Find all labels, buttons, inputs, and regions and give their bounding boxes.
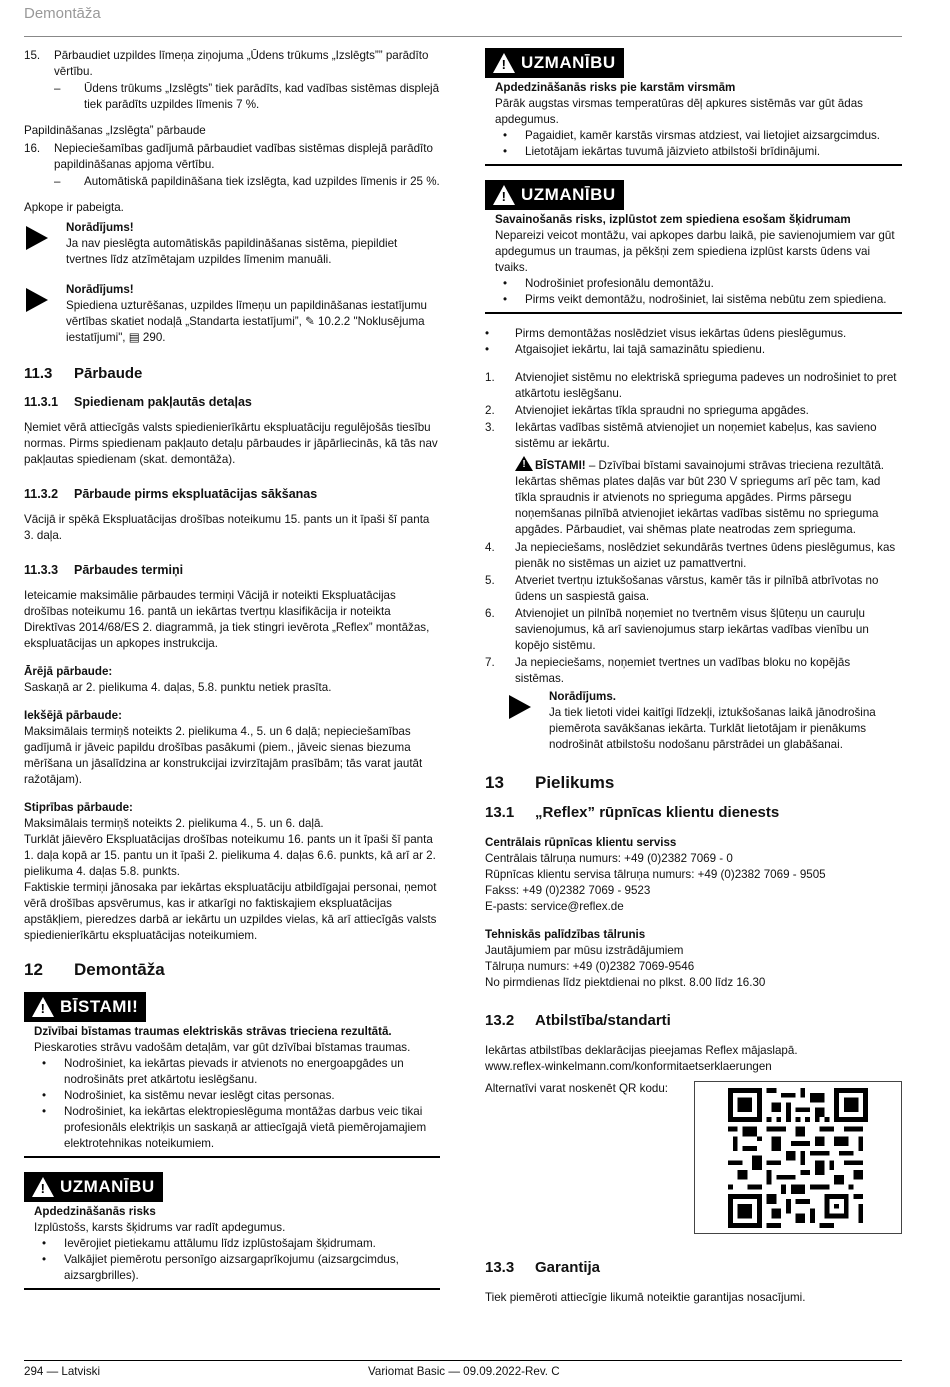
step-5: 5. Atveriet tvertņu iztukšošanas vārstus, kamēr tās ir pilnībā atbrīvotas no ūdens un saspiestā gaisa.	[485, 574, 879, 603]
heading-11-3-3: 11.3.3 Pārbaudes termiņi	[24, 563, 184, 577]
qr-text: Alternatīvi varat noskenēt QR kodu:	[485, 1082, 669, 1095]
caution-label: ! UZMANĪBU	[485, 180, 624, 210]
heading-13-2: 13.2 Atbilstība/standarti	[485, 1012, 671, 1029]
caution-box: ! UZMANĪBU Apdedzināšanās risks Izplūstošs, karsts šķidrums var radīt apdegumus. • Ievērojiet pietiekamu attālumu līdz izplūstošajam šķidrumam. • Valkājiet piemērotu personīgo aizsargaprīkojumu (aizsargcimdus, aizsargbrilles).	[24, 1172, 440, 1290]
para-11-3-1: Ņemiet vērā attiecīgās valsts spiedienierīkārtu ekspluatāciju regulējošās tiesību normas. Pirms spiedienam pakļauto detaļu pārbaudes ir jāpārliecinās, kā tās nav pakļautas spiedienam (skat. demontāža).	[24, 421, 438, 466]
caution-box-hot-surfaces: ! UZMANĪBU Apdedzināšanās risks pie karstām virsmām Pārāk augstas virsmas temperatūras dēļ apkures sistēmās var gūt ādas apdegumus. • Pagaidiet, kamēr karstās virsmas atdziest, vai lietojiet aizsargcimdus. • Lietotājam iekārtas tuvumā jāizvieto atbilstoši brīdinājumi.	[485, 48, 902, 166]
footer-rule	[24, 1360, 902, 1361]
warning-triangle-icon: !	[32, 997, 54, 1017]
heading-11-3-1: 11.3.1 Spiedienam pakļautās detaļas	[24, 395, 252, 409]
list-item: • Valkājiet piemērotu personīgo aizsargaprīkojumu (aizsargcimdus, aizsargbrilles).	[42, 1253, 399, 1282]
heading-11-3-2: 11.3.2 Pārbaude pirms ekspluatācijas sākšanas	[24, 487, 318, 501]
warning-triangle-icon: !	[493, 53, 515, 73]
para-11-3-3: Ieteicamie maksimālie pārbaudes termiņi Vācijā ir noteikti Ekspluatācijas drošības noteikumu 16. pantā un iekārtas tvertņu klasifikācija ir noteikta Direktīvas 2014/68/ES 2. diagrammā, ja tiek stingri ievērota „Reflex” montāžas, ekspluatācijas un apkopes instrukcija.	[24, 589, 430, 650]
warning-triangle-icon: !	[493, 185, 515, 205]
central-line-fax: Fakss: +49 (0)2382 7069 - 9523	[485, 884, 651, 897]
external-check-text: Saskaņā ar 2. pielikuma 4. daļas, 5.8. punktu netiek prasīta.	[24, 681, 332, 694]
heading-13-1: 13.1 „Reflex” rūpnīcas klientu dienests	[485, 804, 780, 821]
internal-check-text: Maksimālais termiņš noteikts 2. pielikuma 4., 5. un 6 daļā; nepieciešamības gadījumā ir jāveic papildu drošības pasākumi (piem., jāveic sienas biezuma mērīšana un jāsalīdzina ar konstrukcijai izvirzītajām prasībām; tās varat jautāt ražotājam).	[24, 725, 423, 786]
step-6: 6. Atvienojiet un pilnībā noņemiet no tvertnēm visus šļūteņu un cauruļu savienojumus, kā arī savienojumus starp iekārtas vadības vienību un kopējo sistēmu.	[485, 607, 869, 652]
internal-check-title: Iekšējā pārbaude:	[24, 709, 122, 722]
step-4: 4. Ja nepieciešams, noslēdziet sekundārās tvertnes ūdens pieslēgumus, kas pienāk no sistēmas un aiziet uz pamattvertni.	[485, 541, 896, 570]
list-item: • Lietotājam iekārtas tuvumā jāizvieto atbilstoši brīdinājumi.	[503, 145, 821, 158]
right-column	[485, 48, 902, 1306]
strength-check-title: Stiprības pārbaude:	[24, 801, 133, 814]
warning-triangle-icon: !	[515, 456, 533, 471]
footer-document-title: Variomat Basic — 09.09.2022-Rev. C	[368, 1365, 560, 1378]
step-2: 2. Atvienojiet iekārtas tīkla spraudni no sprieguma apgādes.	[485, 404, 809, 417]
note-arrow-icon	[507, 689, 549, 753]
qr-code-frame	[694, 1081, 902, 1234]
strength-check-text-1: Maksimālais termiņš noteikts 2. pielikuma 4., 5. un 6. daļā.	[24, 817, 324, 830]
conformity-link[interactable]: www.reflex-winkelmann.com/konformitaetserklaerungen	[485, 1060, 772, 1073]
list-item: • Pirms veikt demontāžu, nodrošiniet, lai sistēma nebūtu zem spiediena.	[503, 293, 887, 306]
heading-13: 13 Pielikums	[485, 773, 615, 792]
note-1: Norādījums! Ja nav pieslēgta automātiskās papildināšanas sistēma, piepildiet tvertnes līdz atzīmētajam uzpildes līmenim manuāli.	[24, 220, 440, 268]
tech-line: No pirmdienas līdz piektdienai no plkst. 8.00 līdz 16.30	[485, 976, 766, 989]
central-line-service-phone: Rūpnīcas klientu servisa tālruņa numurs: +49 (0)2382 7069 - 9505	[485, 868, 826, 881]
central-service-title: Centrālais rūpnīcas klientu serviss	[485, 836, 677, 849]
refill-check-label: Papildināšanas „Izslēgta” pārbaude	[24, 124, 206, 137]
note-arrow-icon	[24, 282, 66, 346]
list-item: • Nodrošiniet, ka iekārtas pievads ir atvienots no energoapgādes un nodrošināts pret atkārtotu ieslēgšanu.	[42, 1057, 404, 1086]
conformity-line: Iekārtas atbilstības deklarācijas pieejamas Reflex mājaslapā.	[485, 1044, 798, 1057]
demount-steps	[485, 370, 902, 687]
note-3: Norādījums. Ja tiek lietoti videi kaitīgi līdzekļi, iztukšošanas laikā jānodrošina piemērota savākšanas iekārta. Turklāt lietotājam ir pienākums nodrošināt atbilstošu nodošanu pārstrādei un glabāšanai.	[507, 689, 902, 753]
step-15: 15. Pārbaudiet uzpildes līmeņa ziņojuma „Ūdens trūkums „Izslēgts”” parādīto vērtību.	[24, 49, 429, 78]
caution-box-pressure: ! UZMANĪBU Savainošanās risks, izplūstot zem spiediena esošam šķidrumam Nepareizi veicot montāžu, vai apkopes darbu laikā, pie savienojumiem var gūt apdegumus un traumas, ja pēkšņi zem spiediena izplūst karsts ūdens vai tvaiks. • Nodrošiniet profesionālu demontāžu. • Pirms veikt demontāžu, nodrošiniet, lai sistēma nebūtu zem spiediena.	[485, 180, 902, 314]
central-line-email[interactable]: E-pasts: service@reflex.de	[485, 900, 624, 913]
caution-label: ! UZMANĪBU	[24, 1172, 163, 1202]
note-arrow-icon	[24, 220, 66, 268]
central-line-phone: Centrālais tālruņa numurs: +49 (0)2382 7069 - 0	[485, 852, 733, 865]
maintenance-done: Apkope ir pabeigta.	[24, 201, 124, 214]
warning-triangle-icon: !	[32, 1177, 54, 1197]
step-1: 1. Atvienojiet sistēmu no elektriskā sprieguma padeves un nodrošiniet to pret atkārtotu ieslēgšanu.	[485, 371, 897, 400]
tech-line: Tālruņa numurs: +49 (0)2382 7069-9546	[485, 960, 695, 973]
tech-line: Jautājumiem par mūsu izstrādājumiem	[485, 944, 684, 957]
external-check-title: Ārējā pārbaude:	[24, 665, 113, 678]
note-2: Norādījums! Spiediena uzturēšanas, uzpildes līmeņu un papildināšanas iestatījumu vērtības skatiet nodaļā „Standarta iestatījumi”, ✎ 10.2.2 "Noklusējuma iestatījumi", ▤ 290.	[24, 282, 440, 346]
header-rule	[24, 36, 902, 37]
caution-label: ! UZMANĪBU	[485, 48, 624, 78]
inline-danger: ! BĪSTAMI! – Dzīvībai bīstami savainojumi strāvas trieciena rezultātā. Iekārtas shēmas plates daļās var būt 230 V spriegums arī pēc tam, kad tīkla spraudnis ir atvienots no sprieguma apgādes. Pirms pārsegu noņemšanas pilnībā atvienojiet iekārtas vadības sistēmu no sprieguma apgādes. Pārbaudiet, vai shēmas plate neatrodas zem sprieguma.	[515, 456, 902, 538]
strength-check-text-3: Faktiskie termiņi jānosaka par iekārtas ekspluatāciju atbildīgajai personai, ņemot vērā drošības apsvērumus, kas ir atkarīgi no faktiskajiem ekspluatācijas apstākļiem, pieredzes darbā ar iekārtu un uzpildes vielas, kā arī attiecīgās valsts spiedienierīkārtu ekspluatācijas noteikumiem.	[24, 881, 437, 942]
list-item: • Nodrošiniet, ka sistēmu nevar ieslēgt citas personas.	[42, 1089, 335, 1102]
qr-code-icon	[728, 1088, 868, 1228]
list-item: • Pagaidiet, kamēr karstās virsmas atdziest, vai lietojiet aizsargcimdus.	[503, 129, 881, 142]
list-item: • Atgaisojiet iekārtu, lai tajā samazinātu spiedienu.	[485, 343, 766, 356]
step-3: 3. Iekārtas vadības sistēmā atvienojiet un noņemiet kabeļus, kas savieno sistēmu ar iekārtu.	[485, 421, 877, 450]
qr-row	[485, 1081, 902, 1234]
step-16-sub: – Automātiskā papildināšana tiek izslēgta, kad uzpildes līmenis ir 25 %.	[54, 175, 440, 188]
page-header: Demontāža	[24, 5, 101, 22]
list-item: • Ievērojiet pietiekamu attālumu līdz izplūstošajam šķidrumam.	[42, 1237, 376, 1250]
step-15-sub: – Ūdens trūkums „Izslēgts” tiek parādīts, kad vadības sistēmas displejā tiek parādīts uzpildes līmenis 7 %.	[54, 82, 440, 111]
warranty-text: Tiek piemēroti attiecīgie likumā noteiktie garantijas nosacījumi.	[485, 1291, 806, 1304]
step-7: 7. Ja nepieciešams, noņemiet tvertnes un vadības bloku no kopējās sistēmas.	[485, 656, 851, 685]
footer-page-language: 294 — Latviski	[24, 1365, 101, 1378]
list-item: • Nodrošiniet profesionālu demontāžu.	[503, 277, 714, 290]
heading-13-3: 13.3 Garantija	[485, 1259, 601, 1276]
pre-demount-list	[485, 326, 902, 358]
strength-check-text-2: Turklāt jāievēro Ekspluatācijas drošības noteikumu 16. pants un it īpaši šī panta 1. daļa kopā ar 15. pantu un it īpaši 2. pielikuma 4. daļas 6.6. punkts, kā arī ar 2. pielikuma 4. daļas 5.8. punkts.	[24, 833, 436, 878]
tech-support-title: Tehniskās palīdzības tālrunis	[485, 928, 646, 941]
heading-12: 12 Demontāža	[24, 960, 165, 979]
step-16: 16. Nepieciešamības gadījumā pārbaudiet vadības sistēmas displejā parādīto papildināšanas apjoma vērtību.	[24, 142, 433, 171]
para-11-3-2: Vācijā ir spēkā Ekspluatācijas drošības noteikumu 15. pants un it īpaši šī panta 3. daļa.	[24, 513, 430, 542]
heading-11-3: 11.3 Pārbaude	[24, 365, 143, 382]
list-item: • Nodrošiniet, ka iekārtas elektropieslēguma montāžas darbus veic tikai profesionāls elektriķis un saskaņā ar attiecīgajā vietā piemērojamajiem elektrotehnikas noteikumiem.	[42, 1105, 427, 1150]
list-item: • Pirms demontāžas noslēdziet visus iekārtas ūdens pieslēgumus.	[485, 327, 847, 340]
danger-label: ! BĪSTAMI!	[24, 992, 146, 1022]
danger-box: ! BĪSTAMI! Dzīvībai bīstamas traumas elektriskās strāvas trieciena rezultātā. Pieskaroties strāvu vadošām detaļām, var gūt dzīvībai bīstamas traumas. • Nodrošiniet, ka iekārtas pievads ir atvienots no energoapgādes un nodrošināts pret atkārtotu ieslēgšanu. • Nodrošiniet, ka sistēmu nevar ieslēgt citas personas. • Nodrošiniet, ka iekārtas elektropieslēguma montāžas darbus veic tikai profesionāls elektriķis un saskaņā ar attiecīgajā vietā piemērojamajiem elektrotehnikas noteikumiem.	[24, 992, 440, 1158]
left-column	[24, 48, 440, 1298]
